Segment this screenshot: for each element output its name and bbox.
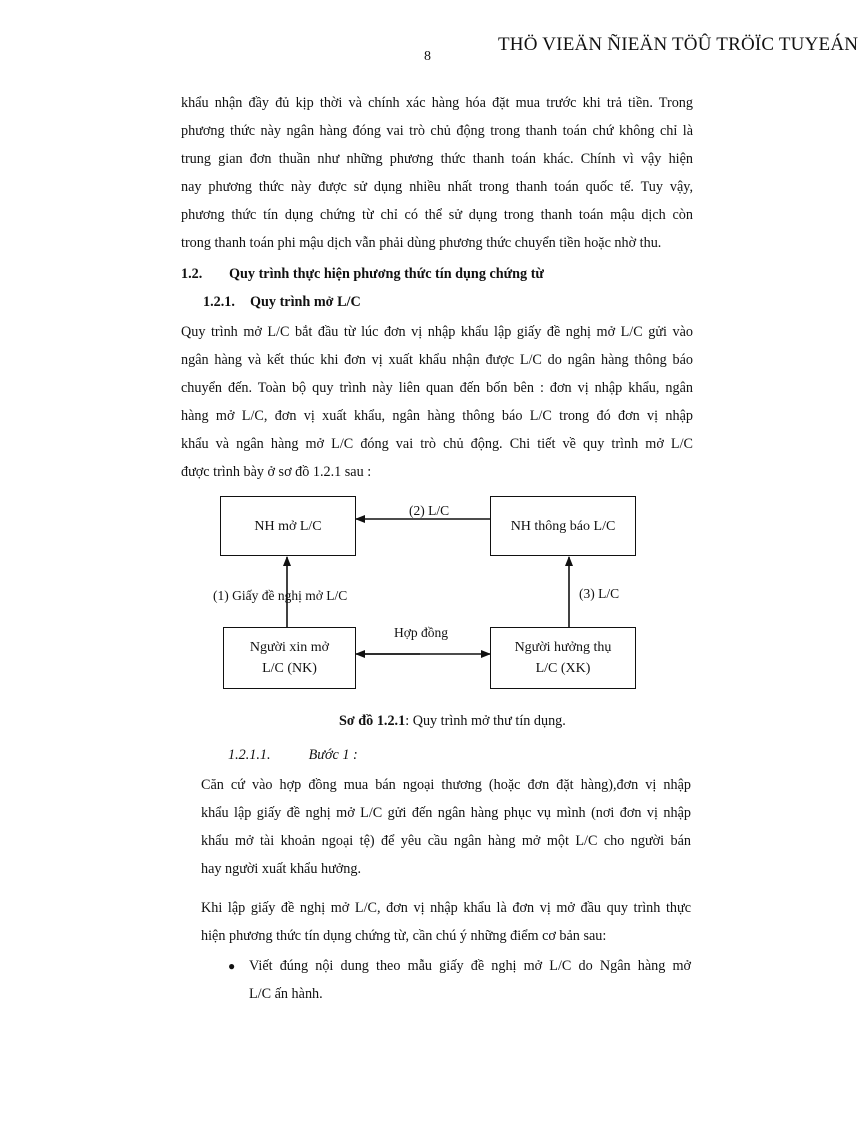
bullet-line: Viết đúng nội dung theo mẫu giấy đề nghị mở L/C do Ngân hàng mở	[249, 958, 691, 974]
body-line: hàng mở L/C, đơn vị xuất khẩu, ngân hàng thông báo L/C trong đó đơn vị nhập	[181, 408, 693, 424]
label-step3: (3) L/C	[579, 586, 620, 601]
label-contract: Hợp đồng	[394, 625, 449, 640]
step-title: Bước 1 :	[308, 747, 358, 763]
subsection-number: 1.2.1.	[203, 294, 235, 310]
section-number: 1.2.	[181, 266, 203, 282]
step1-line: hay người xuất khẩu hưởng.	[201, 861, 362, 877]
step1-para2-line: Khi lập giấy đề nghị mở L/C, đơn vị nhập khẩu là đơn vị mở đầu quy trình thực	[201, 900, 691, 916]
intro-line: trung gian đơn thuần như những phương thức thanh toán khác. Chính vì vậy hiện	[181, 151, 693, 167]
intro-line: khẩu nhận đầy đủ kịp thời và chính xác hàng hóa đặt mua trước khi trả tiền. Trong	[181, 95, 693, 111]
step-number: 1.2.1.1.	[228, 747, 271, 763]
intro-line: phương thức này ngân hàng đóng vai trò chủ động trong thanh toán chứ không chỉ là	[181, 123, 693, 139]
section-title: Quy trình thực hiện phương thức tín dụng chứng từ	[229, 266, 544, 282]
body-line: khẩu và ngân hàng mở L/C đóng vai trò chủ động. Chi tiết về quy trình mở L/C	[181, 436, 693, 452]
box-applicant	[223, 627, 356, 689]
box-applicant-line1: Người xin mở	[249, 640, 330, 655]
caption-bold: Sơ đồ 1.2.1	[339, 713, 406, 729]
body-line: được trình bày ở sơ đồ 1.2.1 sau :	[181, 464, 372, 480]
box-beneficiary-line1: Người hưởng thụ	[514, 640, 612, 655]
step1-line: khẩu lập giấy đề nghị mở L/C gửi đến ngân hàng phục vụ mình (nơi đơn vị nhập	[201, 805, 691, 821]
step1-line: Căn cứ vào hợp đồng mua bán ngoại thương (hoặc đơn đặt hàng),đơn vị nhập	[201, 777, 691, 793]
header-watermark: THÖ VIEÄN ÑIEÄN TÖÛ TRÖÏC TUYEÁN	[498, 34, 858, 55]
box-beneficiary	[490, 627, 636, 689]
box-applicant-line2: L/C (NK)	[262, 661, 317, 676]
intro-line: phương thức tín dụng chứng từ chỉ có thể sử dụng trong thanh toán mậu dịch còn	[181, 207, 693, 223]
body-line: chuyển đến. Toàn bộ quy trình này liên quan đến bốn bên : đơn vị nhập khẩu, ngân	[181, 380, 693, 396]
caption-text: : Quy trình mở thư tín dụng.	[405, 713, 566, 729]
box-advising-bank-label: NH thông báo L/C	[510, 518, 616, 534]
box-beneficiary-line2: L/C (XK)	[535, 661, 591, 676]
step1-para2-line: hiện phương thức tín dụng chứng từ, cần chú ý những điểm cơ bản sau:	[201, 928, 607, 944]
intro-line: nay phương thức này được sử dụng nhiều nhất trong thanh toán quốc tế. Tuy vậy,	[181, 179, 693, 195]
subsection-title: Quy trình mở L/C	[250, 294, 361, 310]
bullet-line: L/C ấn hành.	[249, 986, 323, 1002]
label-step2: (2) L/C	[409, 503, 450, 518]
box-advising-bank	[490, 496, 636, 556]
intro-line: trong thanh toán phi mậu dịch vẫn phải dùng phương thức chuyển tiền hoặc nhờ thu.	[181, 235, 662, 251]
box-opening-bank	[220, 496, 356, 556]
body-line: ngân hàng và kết thúc khi đơn vị xuất khẩu nhận được L/C do ngân hàng thông báo	[181, 352, 693, 368]
label-step1: (1) Giấy đề nghị mở L/C	[213, 588, 348, 603]
diagram-caption	[339, 713, 566, 730]
page-number: 8	[424, 49, 431, 64]
box-opening-bank-label: NH mở L/C	[254, 518, 322, 534]
step1-line: khẩu mở tài khoản ngoại tệ) để yêu cầu ngân hàng mở một L/C cho người bán	[201, 833, 691, 849]
step-heading	[228, 747, 358, 764]
bullet-icon: ●	[228, 959, 236, 973]
body-line: Quy trình mở L/C bắt đầu từ lúc đơn vị nhập khẩu lập giấy đề nghị mở L/C gửi vào	[181, 324, 693, 340]
